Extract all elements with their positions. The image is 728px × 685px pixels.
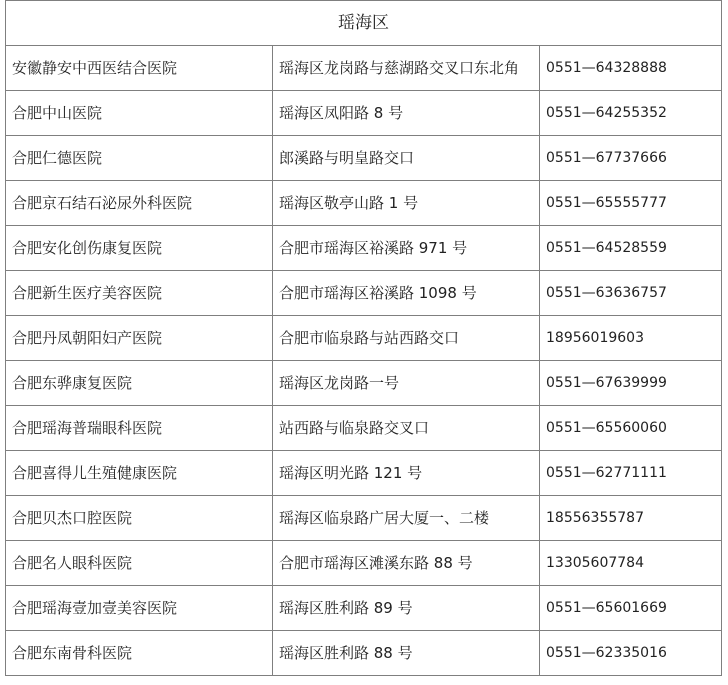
hospital-address-cell: 瑶海区龙岗路与慈湖路交叉口东北角 (273, 46, 540, 91)
hospital-name-cell: 合肥喜得儿生殖健康医院 (6, 451, 273, 496)
hospital-table-container (5, 0, 721, 676)
table-row (6, 181, 722, 226)
hospital-name-cell: 合肥丹凤朝阳妇产医院 (6, 316, 273, 361)
hospital-name-cell: 安徽静安中西医结合医院 (6, 46, 273, 91)
hospital-address-cell: 合肥市瑶海区裕溪路 1098 号 (273, 271, 540, 316)
hospital-address-cell: 瑶海区胜利路 89 号 (273, 586, 540, 631)
hospital-phone-cell: 0551—64328888 (540, 46, 722, 91)
hospital-phone-cell: 0551—65555777 (540, 181, 722, 226)
table-row (6, 586, 722, 631)
hospital-name-cell: 合肥京石结石泌尿外科医院 (6, 181, 273, 226)
hospital-phone-cell: 18556355787 (540, 496, 722, 541)
hospital-address-cell: 郎溪路与明皇路交口 (273, 136, 540, 181)
hospital-address-cell: 瑶海区凤阳路 8 号 (273, 91, 540, 136)
hospital-address-cell: 瑶海区龙岗路一号 (273, 361, 540, 406)
hospital-address-cell: 瑶海区明光路 121 号 (273, 451, 540, 496)
table-title: 瑶海区 (6, 1, 722, 46)
table-row (6, 631, 722, 676)
hospital-name-cell: 合肥贝杰口腔医院 (6, 496, 273, 541)
table-row (6, 316, 722, 361)
hospital-name-cell: 合肥东南骨科医院 (6, 631, 273, 676)
hospital-phone-cell: 0551—65560060 (540, 406, 722, 451)
hospital-name-cell: 合肥安化创伤康复医院 (6, 226, 273, 271)
table-row (6, 136, 722, 181)
hospital-address-cell: 瑶海区临泉路广居大厦一、二楼 (273, 496, 540, 541)
table-row (6, 46, 722, 91)
table-row (6, 226, 722, 271)
hospital-address-cell: 瑶海区敬亭山路 1 号 (273, 181, 540, 226)
hospital-phone-cell: 0551—64255352 (540, 91, 722, 136)
hospital-phone-cell: 0551—62771111 (540, 451, 722, 496)
table-row (6, 361, 722, 406)
table-row (6, 541, 722, 586)
hospital-phone-cell: 0551—65601669 (540, 586, 722, 631)
hospital-table-body (6, 1, 722, 676)
hospital-address-cell: 合肥市瑶海区滩溪东路 88 号 (273, 541, 540, 586)
hospital-phone-cell: 0551—62335016 (540, 631, 722, 676)
hospital-address-cell: 瑶海区胜利路 88 号 (273, 631, 540, 676)
hospital-name-cell: 合肥新生医疗美容医院 (6, 271, 273, 316)
table-row (6, 496, 722, 541)
table-row (6, 451, 722, 496)
hospital-name-cell: 合肥仁德医院 (6, 136, 273, 181)
hospital-phone-cell: 0551—63636757 (540, 271, 722, 316)
hospital-name-cell: 合肥名人眼科医院 (6, 541, 273, 586)
hospital-name-cell: 合肥中山医院 (6, 91, 273, 136)
hospital-phone-cell: 18956019603 (540, 316, 722, 361)
hospital-phone-cell: 0551—64528559 (540, 226, 722, 271)
hospital-table (5, 0, 722, 676)
hospital-name-cell: 合肥瑶海普瑞眼科医院 (6, 406, 273, 451)
hospital-phone-cell: 0551—67737666 (540, 136, 722, 181)
hospital-address-cell: 合肥市临泉路与站西路交口 (273, 316, 540, 361)
table-row (6, 406, 722, 451)
table-row (6, 271, 722, 316)
hospital-address-cell: 站西路与临泉路交叉口 (273, 406, 540, 451)
hospital-name-cell: 合肥东骅康复医院 (6, 361, 273, 406)
hospital-address-cell: 合肥市瑶海区裕溪路 971 号 (273, 226, 540, 271)
table-title-row (6, 1, 722, 46)
hospital-phone-cell: 13305607784 (540, 541, 722, 586)
hospital-phone-cell: 0551—67639999 (540, 361, 722, 406)
hospital-name-cell: 合肥瑶海壹加壹美容医院 (6, 586, 273, 631)
table-row (6, 91, 722, 136)
